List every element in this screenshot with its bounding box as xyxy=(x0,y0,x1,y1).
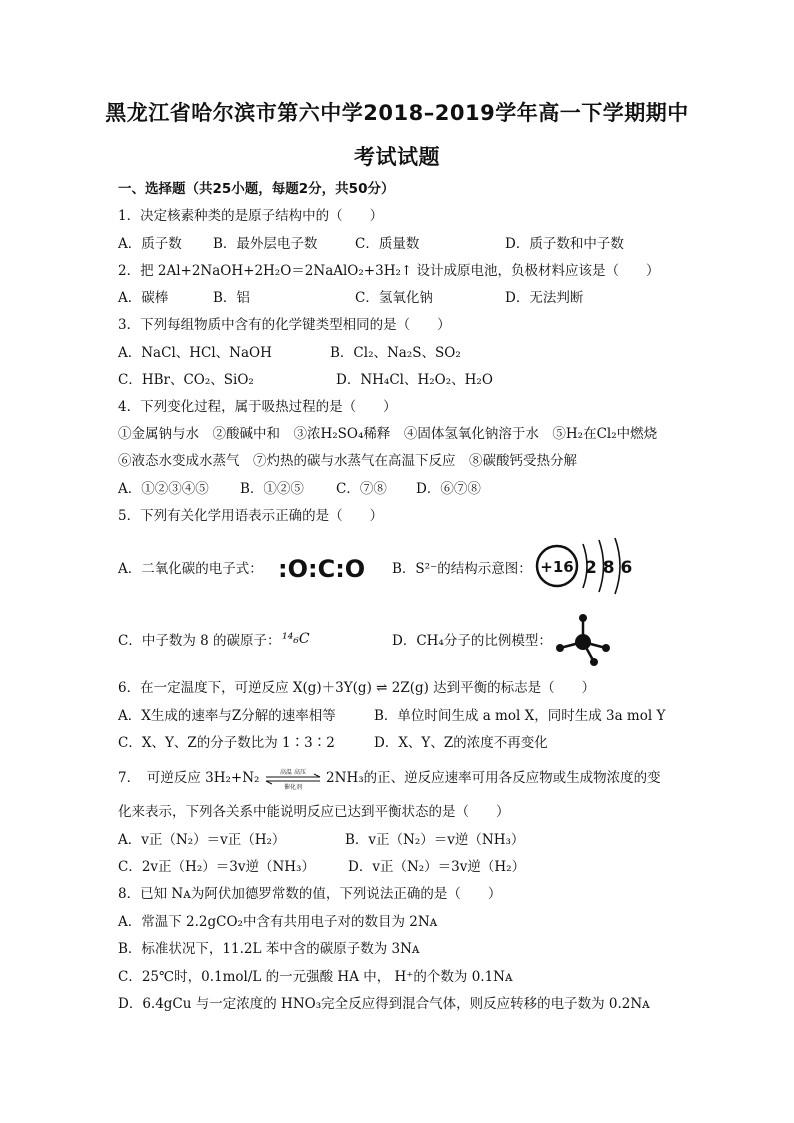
q7-stem-line2: 化来表示，下列各关系中能说明反应已达到平衡状态的是（ ） xyxy=(118,804,510,820)
section-heading: 一、选择题（共25小题，每题2分，共50分） xyxy=(118,181,395,197)
q7-option-b: B．v正（N₂）＝v逆（NH₃） xyxy=(345,832,525,848)
q5-stem: 5．下列有关化学用语表示正确的是（ ） xyxy=(118,508,384,524)
q2-option-a: A．碳棒 xyxy=(118,290,169,306)
q4-option-c: C．⑦⑧ xyxy=(336,481,387,497)
q1-option-d: D．质子数和中子数 xyxy=(505,236,624,252)
q6-option-b: B．单位时间生成 a mol X，同时生成 3a mol Y xyxy=(374,708,666,724)
arrow-condition-top: 高温 高压 xyxy=(279,768,306,776)
q7-option-d: D．v正（N₂）＝3v逆（H₂） xyxy=(348,859,526,875)
q6-option-c: C．X、Y、Z的分子数比为 1∶3∶2 xyxy=(118,735,335,751)
q4-option-d: D．⑥⑦⑧ xyxy=(416,481,481,497)
q2-option-d: D．无法判断 xyxy=(505,290,584,306)
q7-option-a: A．v正（N₂）＝v正（H₂） xyxy=(118,832,286,848)
reversible-arrow-icon xyxy=(264,768,322,791)
q6-option-d: D．X、Y、Z的浓度不再变化 xyxy=(374,735,548,751)
q2-option-c: C．氢氧化钠 xyxy=(355,290,433,306)
q3-option-a: A．NaCl、HCl、NaOH xyxy=(118,345,272,361)
q4-items-line2: ⑥液态水变成水蒸气 ⑦灼热的碳与水蒸气在高温下反应 ⑧碳酸钙受热分解 xyxy=(118,453,577,469)
arrow-condition-bottom: 催化剂 xyxy=(283,783,302,791)
q8-option-c: C．25℃时，0.1mol/L 的一元强酸 HA 中， H⁺的个数为 0.1Nᴀ xyxy=(118,969,513,985)
q2-option-b: B．铝 xyxy=(213,290,250,306)
sulfide-ion-structure-diagram xyxy=(533,534,633,598)
q8-option-b: B．标准状况下，11.2L 苯中含的碳原子数为 3Nᴀ xyxy=(118,941,420,957)
q8-option-d: D．6.4gCu 与一定浓度的 HNO₃完全反应得到混合气体，则反应转移的电子数为 0.2Nᴀ xyxy=(118,996,650,1012)
q7-stem-pre: 7． 可逆反应 3H₂+N₂ xyxy=(118,770,260,786)
q1-option-b: B．最外层电子数 xyxy=(213,236,318,252)
q5-option-c: C．中子数为 8 的碳原子： xyxy=(118,633,281,649)
q6-option-a: A．X生成的速率与Z分解的速率相等 xyxy=(118,708,336,724)
q3-option-c: C．HBr、CO₂、SiO₂ xyxy=(118,372,254,388)
q2-stem: 2．把 2Al+2NaOH+2H₂O＝2NaAlO₂+3H₂↑ 设计成原电池，负极材料应该是（ ） xyxy=(118,263,660,279)
q8-stem: 8．已知 Nᴀ为阿伏加德罗常数的值，下列说法正确的是（ ） xyxy=(118,886,502,902)
q7-stem-line1 xyxy=(118,768,661,791)
q3-option-d: D．NH₄Cl、H₂O₂、H₂O xyxy=(336,372,493,388)
q3-stem: 3．下列每组物质中含有的化学键类型相同的是（ ） xyxy=(118,317,451,333)
nucleus-label: +16 xyxy=(540,558,574,576)
q4-option-b: B．①②⑤ xyxy=(240,481,304,497)
q7-option-c: C．2v正（H₂）＝3v逆（NH₃） xyxy=(118,859,315,875)
q5-option-a: A．二氧化碳的电子式： xyxy=(118,561,263,577)
shell-electrons: 2 8 6 xyxy=(585,558,633,578)
carbon-nuclide-symbol: ¹⁴₆C xyxy=(282,631,310,647)
methane-ball-model-image xyxy=(550,612,616,668)
q1-option-c: C．质量数 xyxy=(355,236,420,252)
q8-option-a: A．常温下 2.2gCO₂中含有共用电子对的数目为 2Nᴀ xyxy=(118,914,438,930)
q7-stem-post: 2NH₃的正、逆反应速率可用各反应物或生成物浓度的变 xyxy=(326,770,661,786)
q1-stem: 1．决定核素种类的是原子结构中的（ ） xyxy=(118,208,384,224)
q4-option-a: A．①②③④⑤ xyxy=(118,481,209,497)
q3-option-b: B．Cl₂、Na₂S、SO₂ xyxy=(330,345,461,361)
page-title-line2: 考试试题 xyxy=(354,145,440,169)
q5-option-d: D．CH₄分子的比例模型： xyxy=(392,633,552,649)
q4-items-line1: ①金属钠与水 ②酸碱中和 ③浓H₂SO₄稀释 ④固体氢氧化钠溶于水 ⑤H₂在Cl₂中燃烧 xyxy=(118,426,658,442)
q5-option-b: B．S²⁻的结构示意图： xyxy=(392,561,532,577)
lewis-text: :O:C:O: xyxy=(278,555,366,583)
q4-stem: 4．下列变化过程，属于吸热过程的是（ ） xyxy=(118,399,397,415)
page-title-line1: 黑龙江省哈尔滨市第六中学2018–2019学年高一下学期期中 xyxy=(105,101,689,125)
co2-electron-formula-image xyxy=(270,549,366,589)
q1-option-a: A．质子数 xyxy=(118,236,182,252)
q6-stem: 6．在一定温度下，可逆反应 X(g)＋3Y(g) ⇌ 2Z(g) 达到平衡的标志是（ ） xyxy=(118,680,596,696)
